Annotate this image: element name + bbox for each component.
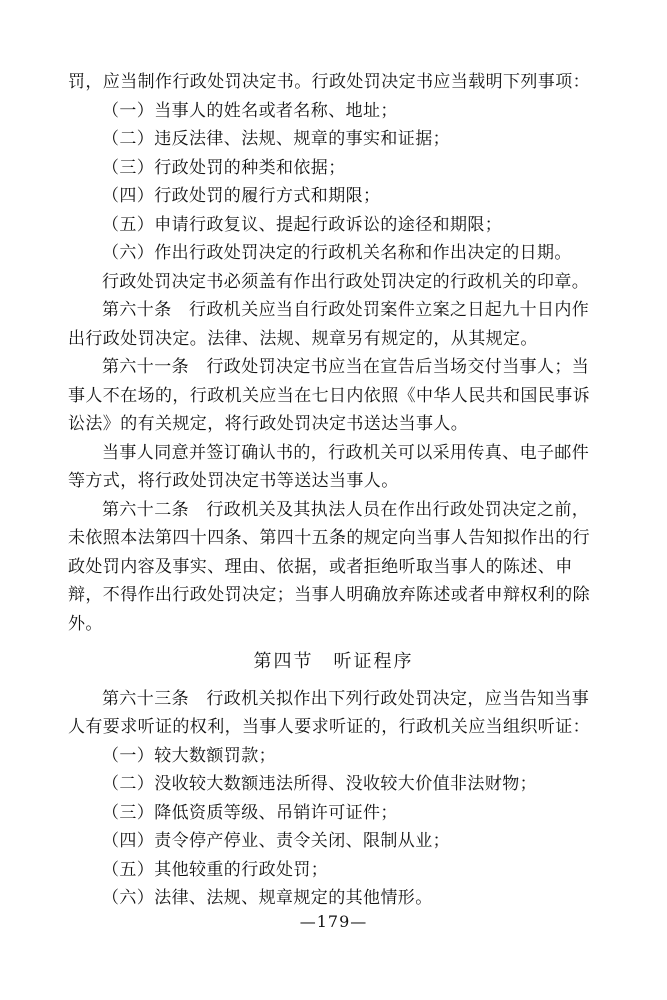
page-number: —179— bbox=[299, 912, 368, 931]
continued-paragraph: 罚，应当制作行政处罚决定书。行政处罚决定书应当载明下列事项： bbox=[68, 72, 590, 92]
article-60: 第六十条 行政机关应当自行政处罚案件立案之日起九十日内作出行政处罚决定。法律、法规、规章另有规定的，从其规定。 bbox=[68, 300, 590, 349]
article-61: 第六十一条 行政处罚决定书应当在宣告后当场交付当事人；当事人不在场的，行政机关应当在七日内依照《中华人民共和国民事诉讼法》的有关规定，将行政处罚决定书送达当事人。 bbox=[68, 357, 590, 434]
section-title: 第四节 听证程序 bbox=[253, 651, 414, 672]
list-item: （一）较大数额罚款； bbox=[102, 745, 276, 766]
list-item: （六）法律、法规、规章规定的其他情形。 bbox=[102, 888, 433, 908]
list-item: （四）行政处罚的履行方式和期限； bbox=[102, 186, 381, 206]
article-63: 第六十三条 行政机关拟作出下列行政处罚决定，应当告知当事人有要求听证的权利，当事人要求听证的，行政机关应当组织听证： bbox=[68, 688, 590, 737]
list-item: （三）行政处罚的种类和依据； bbox=[102, 157, 346, 178]
list-item: （五）其他较重的行政处罚； bbox=[102, 859, 329, 880]
article-62: 第六十二条 行政机关及其执法人员在作出行政处罚决定之前，未依照本法第四十四条、第四十五条的规定向当事人告知拟作出的行政处罚内容及事实、理由、依据，或者拒绝听取当事人的陈述、申辩，不得作出行政处罚决定；当事人明确放弃陈述或者申辩权利的除外。 bbox=[68, 499, 590, 634]
list-item: （一）当事人的姓名或者名称、地址； bbox=[102, 100, 398, 121]
list-item: （五）申请行政复议、提起行政诉讼的途径和期限； bbox=[102, 214, 503, 235]
paragraph-seal: 行政处罚决定书必须盖有作出行政处罚决定的行政机关的印章。 bbox=[102, 271, 590, 292]
list-item: （二）没收较大数额违法所得、没收较大价值非法财物； bbox=[102, 774, 537, 794]
list-item: （二）违反法律、法规、规章的事实和证据； bbox=[102, 129, 450, 149]
list-item: （六）作出行政处罚决定的行政机关名称和作出决定的日期。 bbox=[102, 243, 572, 263]
list-item: （三）降低资质等级、吊销许可证件； bbox=[102, 802, 398, 823]
list-item: （四）责令停产停业、责令关闭、限制从业； bbox=[102, 831, 450, 851]
paragraph-electronic-service: 当事人同意并签订确认书的，行政机关可以采用传真、电子邮件等方式，将行政处罚决定书等送达当事人。 bbox=[68, 442, 590, 491]
document-body bbox=[68, 68, 599, 913]
